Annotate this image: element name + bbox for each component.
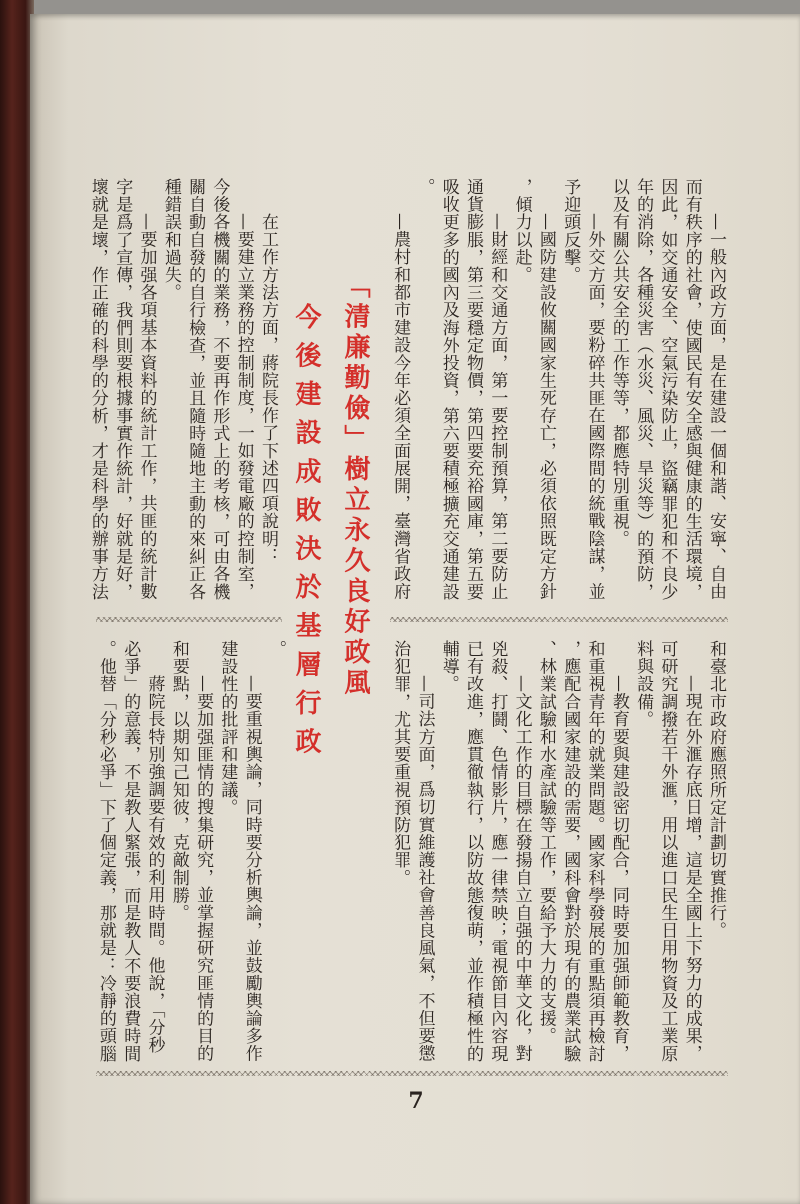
section-divider: [96, 617, 282, 622]
text-column: 在工作方法方面，蔣院長作了下述四項說明：: [258, 213, 278, 565]
text-column: —財經和交通方面，第一要控制預算，第二要防止: [487, 213, 508, 601]
text-column: 兇殺、打鬪、色情影片，應一律禁映；電視節目內容現: [487, 640, 508, 1063]
text-column: 輔導。: [438, 640, 459, 693]
text-column: 以及有關公共安全的工作等等，都應特別重視。: [608, 178, 629, 548]
text-block-lower-right: [388, 640, 728, 1070]
text-column: 料與設備。: [633, 640, 654, 728]
text-column: 關自動自發的自行檢查，並且隨時隨地主動的來糾正各: [185, 178, 206, 601]
text-block-lower-left: [94, 640, 288, 1070]
text-column: 壞就是壞，作正確的科學的分析，才是科學的辦事方法: [87, 178, 108, 601]
text-column: —外交方面，要粉碎共匪在國際間的統戰陰謀，並: [584, 213, 605, 601]
text-column: 今後各機關的業務，不要再作形式上的考核，可由各機: [209, 178, 230, 601]
text-column: —司法方面，爲切實維護社會善良風氣，不但要懲: [414, 675, 435, 1063]
text-column: 。他替「分秒必爭」下了個定義，那就是：冷靜的頭腦: [95, 640, 116, 1063]
text-column: —要建立業務的控制制度，一如發電廠的控制室，: [233, 213, 254, 601]
text-column: 治犯罪，尤其要重視預防犯罪。: [390, 640, 411, 887]
text-column: —要加强匪情的搜集研究，並掌握研究匪情的目的: [193, 675, 214, 1063]
text-column: 年的消除，各種災害（水災、風災、旱災等）的預防，: [633, 178, 654, 601]
text-column: —農村和都市建設今年必須全面展開，臺灣省政府: [390, 213, 411, 601]
section-divider: [390, 617, 728, 622]
page-number: 7: [408, 1088, 424, 1114]
text-column: 、林業試驗和水產試驗等工作，要給予大力的支援。: [535, 640, 556, 1045]
text-column: —教育要與建設密切配合，同時要加强師範教育，: [608, 675, 629, 1063]
text-column: 和重視青年的就業問題。國家科學發展的重點須再檢討: [584, 640, 605, 1063]
text-column: 而有秩序的社會，使國民有安全感與健康的生活環境，: [681, 178, 702, 601]
text-block-upper-right: [388, 178, 728, 608]
text-column: 。: [414, 178, 435, 196]
text-column: 建設性的批評和建議。: [217, 640, 238, 816]
text-column: 和臺北市政府應照所定計劃切實推行。: [706, 640, 726, 940]
text-column: 種錯誤和過失。: [160, 178, 181, 302]
text-column: —要重視輿論，同時要分析輿論，並鼓勵輿論多作: [241, 675, 262, 1063]
text-column: 因此，如交通安全、空氣污染防止，盜竊罪犯和不良少: [657, 178, 678, 601]
text-column: —一般內政方面，是在建設一個和諧、安寧、自由: [706, 213, 726, 601]
text-column: 通貨膨脹，第三要穩定物價，第四要充裕國庫，第五要: [463, 178, 484, 601]
text-column: 。: [266, 640, 286, 658]
text-column: 可研究調撥若干外滙，用以進口民生日用物資及工業原: [657, 640, 678, 1063]
text-column: 字是爲了宣傳，我們則要根據事實作統計，好就是好，: [112, 178, 133, 601]
text-column: 和要點，以期知己知彼，克敵制勝。: [168, 640, 189, 922]
text-column: —國防建設攸關國家生死存亡，必須依照既定方針: [535, 213, 556, 601]
text-column: —文化工作的目標在發揚自立自强的中華文化，對: [511, 675, 532, 1063]
section-divider: [96, 1071, 728, 1076]
headline-integrity: 「清廉勤儉」樹立永久良好政風: [340, 272, 370, 699]
text-block-upper-left: [86, 178, 280, 608]
text-column: ，應配合國家建設的需要，國科會對於現有的農業試驗: [560, 640, 581, 1063]
text-column: ，傾力以赴。: [511, 178, 532, 284]
text-column: 蔣院長特別強調要有效的利用時間。他說，「分秒: [144, 675, 165, 1054]
text-column: 必爭」的意義，不是教人緊張，而是教人不要浪費時間: [120, 640, 141, 1063]
book-cover-edge: [0, 0, 34, 1204]
text-column: 已有改進，應貫徹執行，以防故態復萌，並作積極性的: [463, 640, 484, 1063]
text-column: 吸收更多的國內及海外投資，第六要積極擴充交通建設: [438, 178, 459, 601]
text-column: —要加强各項基本資料的統計工作，共匪的統計數: [136, 213, 157, 601]
text-column: —現在外滙存底日增，這是全國上下努力的成果，: [681, 675, 702, 1063]
text-column: 予迎頭反擊。: [560, 178, 581, 284]
headline-grassroots: 今後建設成敗決於基層行政: [291, 303, 321, 767]
